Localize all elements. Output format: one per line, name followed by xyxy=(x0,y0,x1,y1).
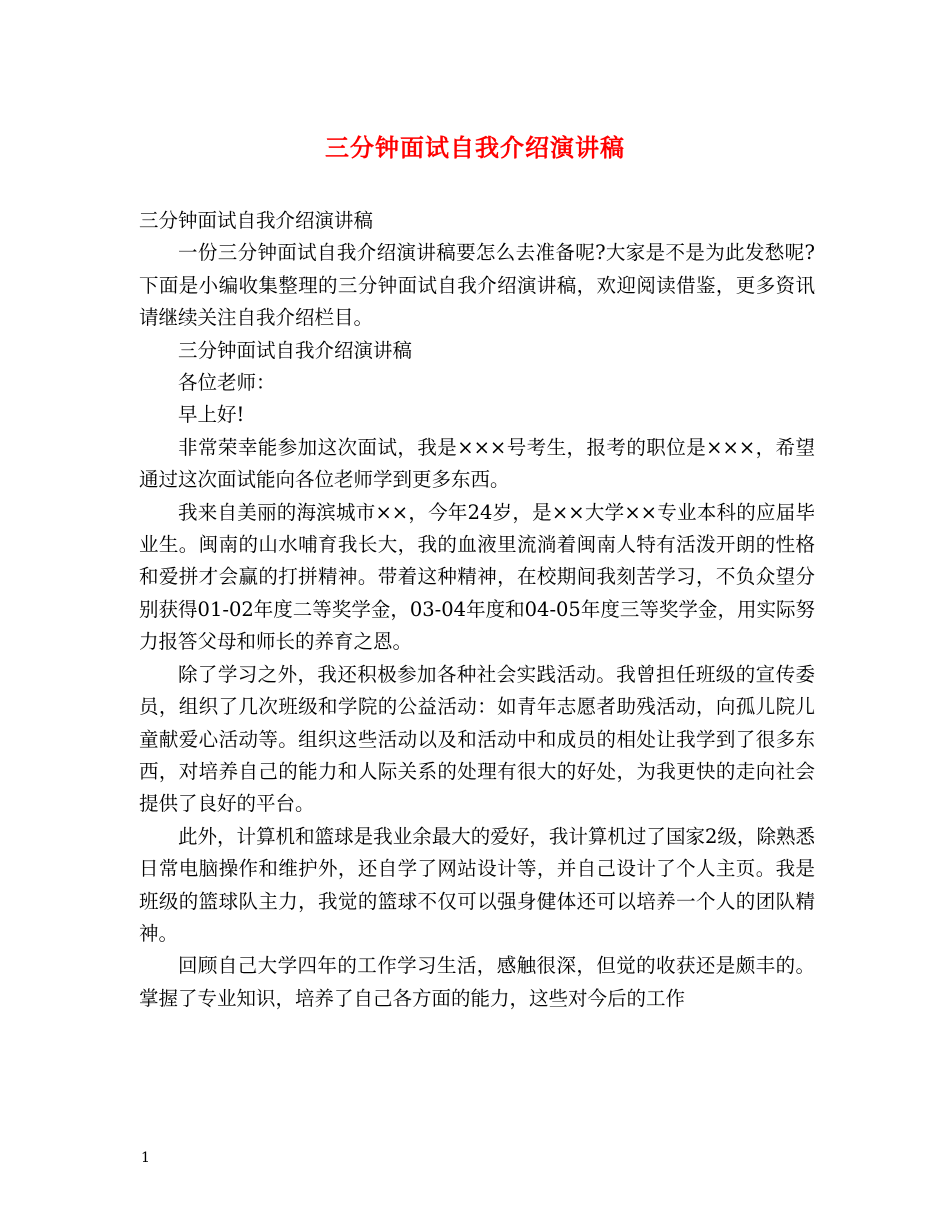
paragraph-heading: 三分钟面试自我介绍演讲稿 xyxy=(139,209,374,232)
page-number: 1 xyxy=(141,1150,150,1166)
paragraph: 回顾自己大学四年的工作学习生活，感触很深，但觉的收获还是颇丰的。掌握了专业知识，培养了自己各方面的能力，这些对今后的工作 xyxy=(139,954,815,1010)
paragraph: 非常荣幸能参加这次面试，我是×××号考生，报考的职位是×××，希望通过这次面试能向各位老师学到更多东西。 xyxy=(139,435,815,492)
paragraph: 各位老师： xyxy=(178,371,276,395)
paragraph: 早上好! xyxy=(178,403,245,427)
document-body xyxy=(139,205,815,1015)
paragraph: 除了学习之外，我还积极参加各种社会实践活动。我曾担任班级的宣传委员，组织了几次班级和学院的公益活动：如青年志愿者助残活动，向孤儿院儿童献爱心活动等。组织这些活动以及和活动中和成员的相处让我学到了很多东西，对培养自己的能力和人际关系的处理有很大的好处，为我更快的走向社会提供了良好的平台。 xyxy=(139,662,815,816)
document-title: 三分钟面试自我介绍演讲稿 xyxy=(325,133,625,162)
paragraph: 一份三分钟面试自我介绍演讲稿要怎么去准备呢?大家是不是为此发愁呢?下面是小编收集整理的三分钟面试自我介绍演讲稿，欢迎阅读借鉴，更多资讯请继续关注自我介绍栏目。 xyxy=(139,241,815,330)
paragraph: 此外，计算机和篮球是我业余最大的爱好，我计算机过了国家2级，除熟悉日常电脑操作和维护外，还自学了网站设计等，并自己设计了个人主页。我是班级的篮球队主力，我觉的篮球不仅可以强身健体还可以培养一个人的团队精神。 xyxy=(139,824,815,945)
paragraph: 三分钟面试自我介绍演讲稿 xyxy=(178,338,413,362)
paragraph: 我来自美丽的海滨城市××，今年24岁，是××大学××专业本科的应届毕业生。闽南的山水哺育我长大，我的血液里流淌着闽南人特有活泼开朗的性格和爱拼才会赢的打拼精神。带着这种精神，在校期间我刻苦学习，不负众望分别获得01-02年度二等奖学金，03-04年度和04-05年度三等奖学金，用实际努力报答父母和师长的养育之恩。 xyxy=(139,500,815,654)
